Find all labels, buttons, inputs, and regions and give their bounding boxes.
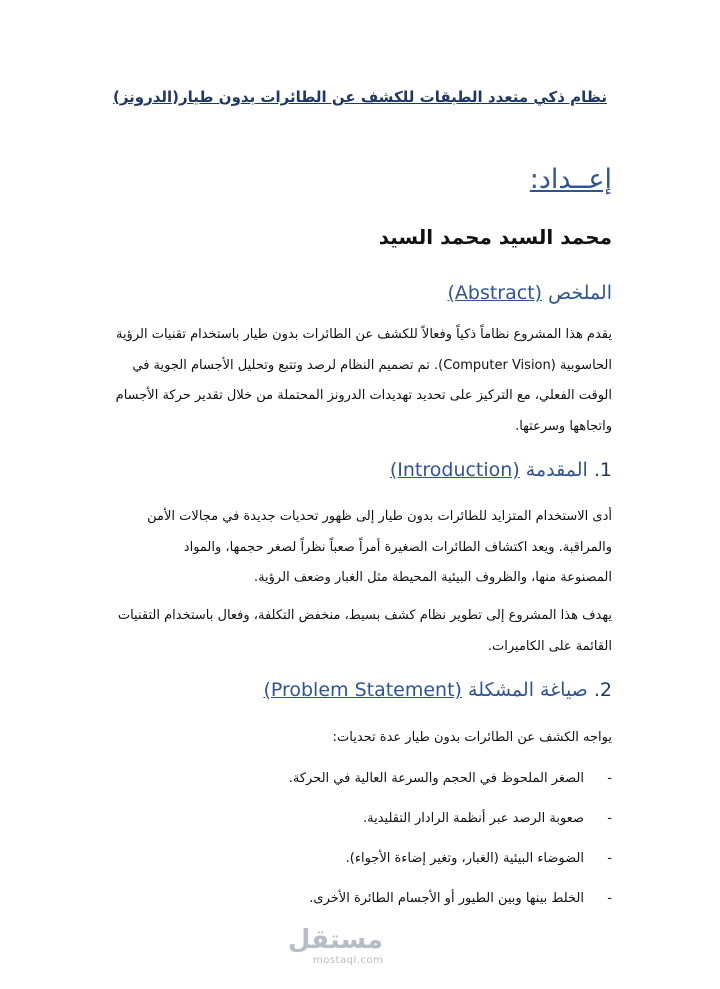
author-label: إعــداد: bbox=[529, 164, 612, 195]
introduction-line: المصنوعة منها، والظروف البيئية المحيطة مثل الغبار وضعف الرؤية. bbox=[253, 570, 612, 585]
list-item-text: صعوبة الرصد عبر أنظمة الرادار التقليدية. bbox=[363, 811, 584, 826]
watermark-arabic: مستقل bbox=[287, 925, 383, 955]
introduction-heading-en: (Introduction) bbox=[389, 459, 520, 481]
problem-heading-en: (Problem Statement) bbox=[263, 679, 462, 701]
list-bullet: - bbox=[607, 851, 612, 866]
abstract-line: الحاسوبية (Computer Vision). تم تصميم النظام لرصد وتتبع وتحليل الأجسام الجوية في bbox=[132, 357, 612, 373]
problem-number: 2. bbox=[593, 679, 612, 701]
list-item bbox=[289, 811, 612, 851]
abstract-heading-en: (Abstract) bbox=[447, 282, 543, 304]
abstract-line: واتجاهها وسرعتها. bbox=[515, 418, 612, 434]
list-item-text: الضوضاء البيئية (الغبار، وتغير إضاءة الأجواء). bbox=[345, 851, 584, 866]
introduction-line: القائمة على الكاميرات. bbox=[487, 638, 612, 654]
introduction-paragraph-2 bbox=[110, 601, 612, 662]
introduction-number: 1. bbox=[593, 459, 612, 481]
introduction-heading-ar: المقدمة bbox=[525, 459, 588, 481]
abstract-paragraph bbox=[110, 320, 612, 442]
introduction-heading bbox=[390, 459, 612, 481]
abstract-line: يقدم هذا المشروع نظاماً ذكياً وفعالاً للكشف عن الطائرات بدون طيار باستخدام تقنيات الرؤية bbox=[115, 327, 612, 342]
introduction-paragraph-1 bbox=[110, 502, 612, 594]
problem-heading-ar: صياغة المشكلة bbox=[468, 679, 588, 701]
problem-list bbox=[289, 771, 612, 931]
list-bullet: - bbox=[607, 811, 612, 826]
problem-intro: يواجه الكشف عن الطائرات بدون طيار عدة تحديات: bbox=[332, 730, 612, 745]
mostaql-watermark-logo bbox=[287, 925, 384, 983]
list-bullet: - bbox=[607, 891, 612, 906]
problem-heading bbox=[263, 679, 612, 701]
watermark-latin: mostaql.com bbox=[313, 955, 384, 966]
abstract-heading bbox=[447, 282, 612, 304]
introduction-line: أدى الاستخدام المتزايد للطائرات بدون طيار إلى ظهور تحديات جديدة في مجالات الأمن bbox=[147, 509, 612, 524]
list-item-text: الصغر الملحوظ في الحجم والسرعة العالية في الحركة. bbox=[288, 771, 584, 786]
introduction-line: يهدف هذا المشروع إلى تطوير نظام كشف بسيط، منخفض التكلفة، وفعال باستخدام التقنيات bbox=[117, 608, 612, 623]
list-item-text: الخلط بينها وبين الطيور أو الأجسام الطائرة الأخرى. bbox=[309, 891, 584, 906]
abstract-line: الوقت الفعلي، مع التركيز على تحديد تهديدات الدرونز المحتملة من خلال تقدير حركة الأجسام bbox=[115, 388, 612, 403]
list-bullet: - bbox=[607, 771, 612, 786]
author-name: محمد السيد محمد السيد bbox=[378, 225, 612, 249]
introduction-line: والمراقبة. ويعد اكتشاف الطائرات الصغيرة أمراً صعباً نظراً لصغر حجمها، والمواد bbox=[183, 539, 612, 555]
document-title: نظام ذكي متعدد الطبقات للكشف عن الطائرات بدون طيار(الدرونز) bbox=[112, 88, 608, 106]
list-item bbox=[289, 771, 612, 811]
list-item bbox=[289, 851, 612, 891]
abstract-heading-ar: الملخص bbox=[548, 282, 612, 304]
